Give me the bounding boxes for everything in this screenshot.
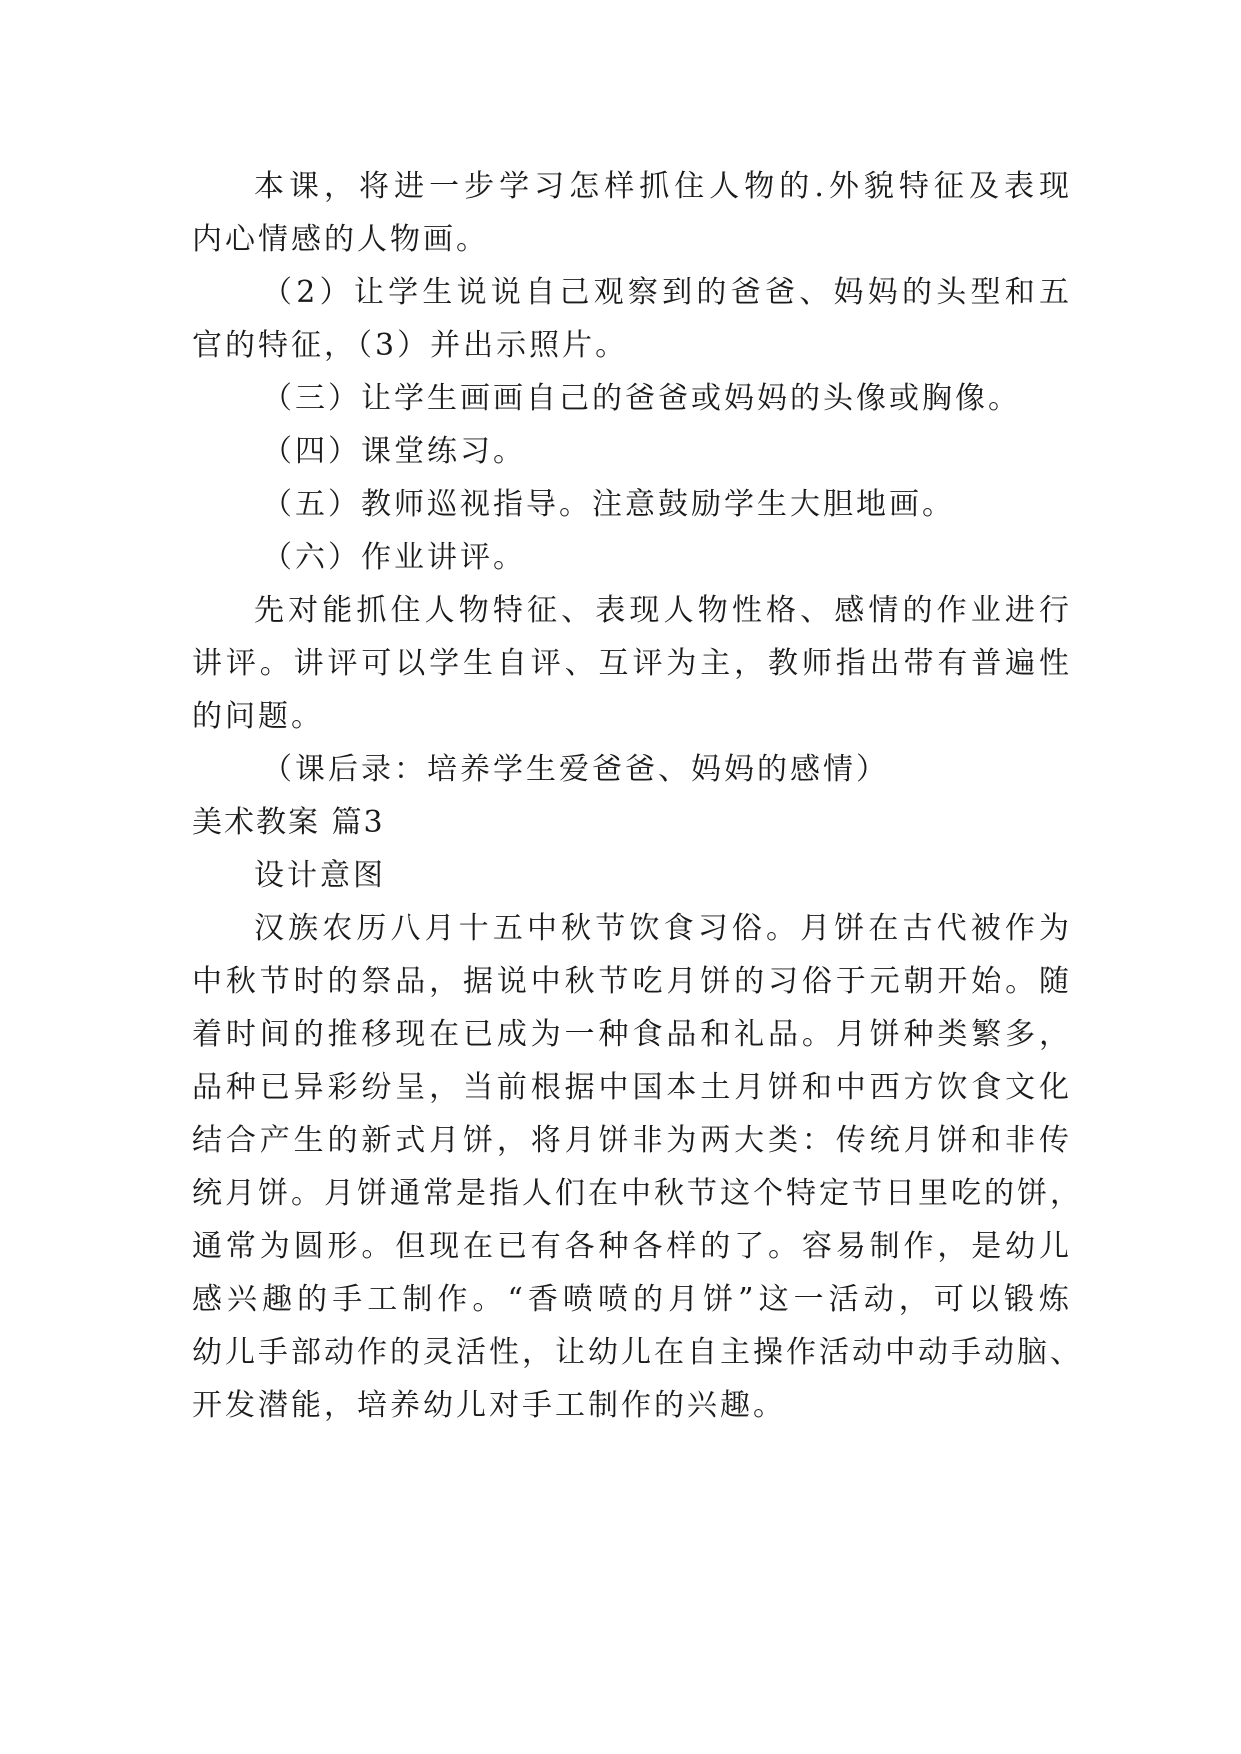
paragraph-line: 开发潜能，培养幼儿对手工制作的兴趣。 [192, 1388, 786, 1423]
paragraph-line: 统月饼。月饼通常是指人们在中秋节这个特定节日里吃的饼， [192, 1176, 1083, 1211]
paragraph-line: 中秋节时的祭品，据说中秋节吃月饼的习俗于元朝开始。随 [192, 964, 1072, 999]
paragraph-line: 官的特征，（3）并出示照片。 [192, 328, 629, 363]
paragraph-line: （六）作业讲评。 [262, 540, 526, 575]
paragraph-line: （三）让学生画画自己的爸爸或妈妈的头像或胸像。 [262, 381, 1021, 416]
paragraph-line: 汉族农历八月十五中秋节饮食习俗。月饼在古代被作为 [254, 911, 1072, 946]
paragraph-line: 着时间的推移现在已成为一种食品和礼品。月饼种类繁多， [192, 1017, 1072, 1052]
paragraph-line: 内心情感的人物画。 [192, 222, 489, 257]
paragraph-line: 先对能抓住人物特征、表现人物性格、感情的作业进行 [254, 593, 1072, 628]
paragraph-line: 幼儿手部动作的灵活性，让幼儿在自主操作活动中动手动脑、 [192, 1335, 1083, 1370]
paragraph-line: （四）课堂练习。 [262, 434, 526, 469]
paragraph-line: （五）教师巡视指导。注意鼓励学生大胆地画。 [262, 487, 955, 522]
subsection-heading: 设计意图 [254, 858, 386, 893]
paragraph-line: 结合产生的新式月饼，将月饼非为两大类：传统月饼和非传 [192, 1123, 1072, 1158]
paragraph-line: （课后录：培养学生爱爸爸、妈妈的感情） [262, 752, 889, 787]
paragraph-line: 的问题。 [192, 699, 324, 734]
paragraph-line: 讲评。讲评可以学生自评、互评为主，教师指出带有普遍性 [192, 646, 1072, 681]
paragraph-line: 感兴趣的手工制作。“香喷喷的月饼”这一活动，可以锻炼 [192, 1282, 1072, 1317]
paragraph-line: 品种已异彩纷呈，当前根据中国本土月饼和中西方饮食文化 [192, 1070, 1072, 1105]
paragraph-line: 通常为圆形。但现在已有各种各样的了。容易制作，是幼儿 [192, 1229, 1072, 1264]
paragraph-line: （2）让学生说说自己观察到的爸爸、妈妈的头型和五 [262, 275, 1072, 310]
paragraph-line: 本课，将进一步学习怎样抓住人物的.外貌特征及表现 [254, 169, 1072, 204]
section-heading: 美术教案 篇3 [192, 805, 385, 840]
